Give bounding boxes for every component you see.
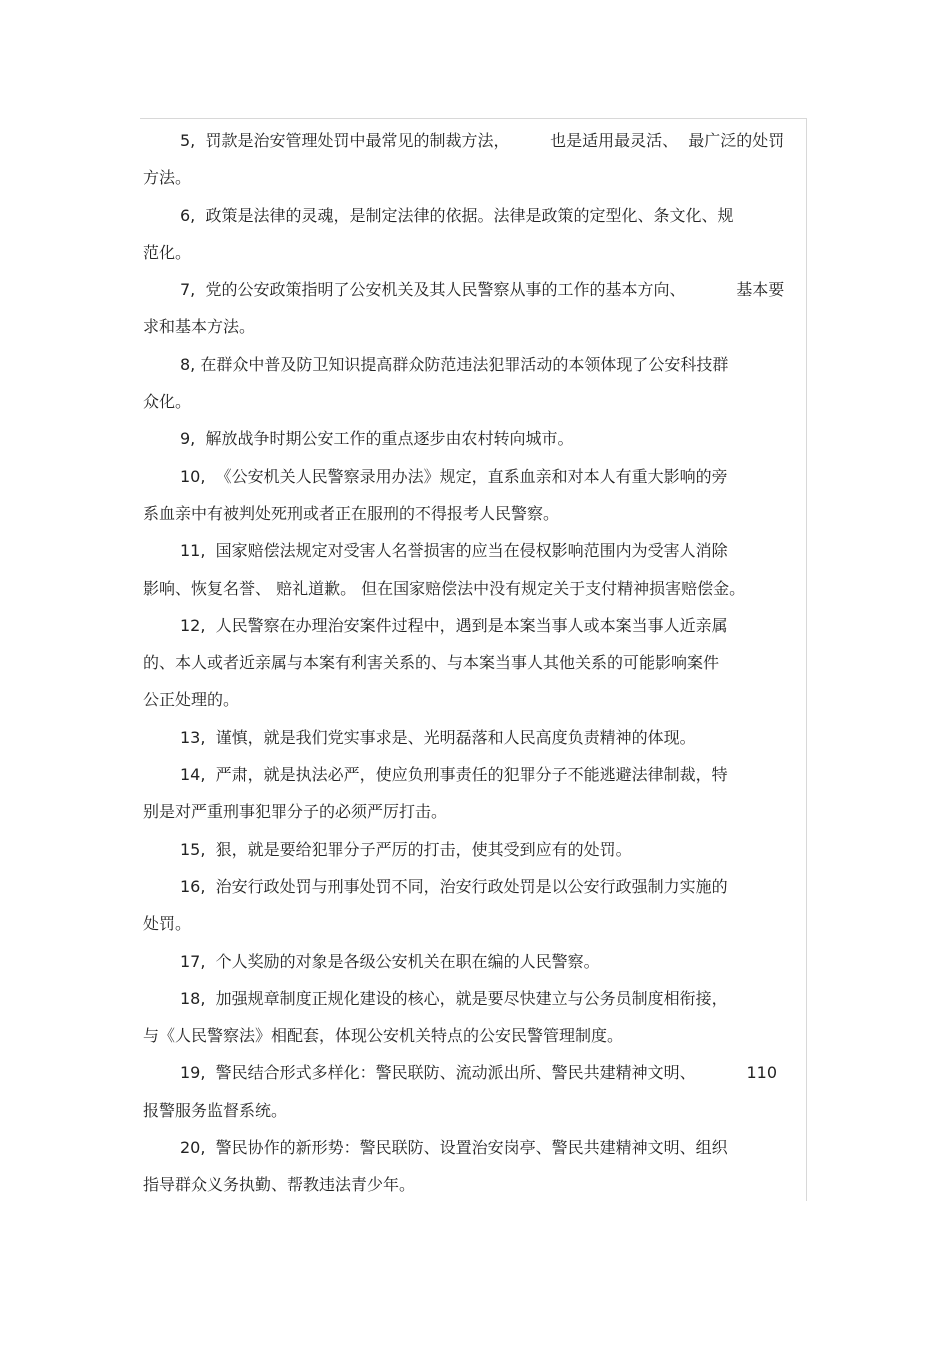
paragraph-line: 9, 解放战争时期公安工作的重点逐步由农村转向城市。 (180, 429, 574, 449)
paragraph-line: 7, 党的公安政策指明了公安机关及其人民警察从事的工作的基本方向、 基本要 (180, 280, 785, 300)
paragraph-line: 公正处理的。 (143, 690, 240, 710)
paragraph-line: 与《人民警察法》相配套，体现公安机关特点的公安民警管理制度。 (143, 1026, 624, 1046)
paragraph-line: 10, 《公安机关人民警察录用办法》规定，直系血亲和对本人有重大影响的旁 (180, 466, 728, 486)
paragraph-6 (143, 197, 808, 272)
paragraph-19 (143, 1054, 808, 1129)
paragraph-7 (143, 271, 808, 346)
paragraph-line: 19, 警民结合形式多样化：警民联防、流动派出所、警民共建精神文明、 110 (180, 1063, 778, 1083)
paragraph-line: 方法。 (143, 168, 192, 188)
paragraph-20 (143, 1129, 808, 1204)
paragraph-line: 的、本人或者近亲属与本案有利害关系的、与本案当事人其他关系的可能影响案件 (143, 653, 720, 673)
paragraph-line: 众化。 (143, 392, 192, 412)
paragraph-line: 11, 国家赔偿法规定对受害人名誉损害的应当在侵权影响范围内为受害人消除 (180, 541, 728, 561)
paragraph-line: 指导群众义务执勤、帮教违法青少年。 (143, 1175, 416, 1195)
paragraph-line: 5, 罚款是治安管理处罚中最常见的制裁方法， 也是适用最灵活、 最广泛的处罚 (180, 131, 785, 150)
paragraph-18 (143, 980, 808, 1055)
paragraph-15 (143, 831, 808, 868)
paragraph-9 (143, 420, 808, 457)
paragraph-line: 17, 个人奖励的对象是各级公安机关在职在编的人民警察。 (180, 951, 600, 971)
paragraph-line: 14, 严肃，就是执法必严，使应负刑事责任的犯罪分子不能逃避法律制裁，特 (180, 765, 728, 785)
paragraph-13 (143, 719, 808, 756)
paragraph-line: 系血亲中有被判处死刑或者正在服刑的不得报考人民警察。 (143, 503, 560, 523)
paragraph-5 (143, 122, 808, 197)
paragraph-line: 6, 政策是法律的灵魂，是制定法律的依据。法律是政策的定型化、条文化、规 (180, 205, 734, 225)
paragraph-line: 处罚。 (143, 914, 192, 934)
paragraph-line: 报警服务监督系统。 (143, 1100, 288, 1120)
document-body (143, 122, 808, 1204)
paragraph-line: 18, 加强规章制度正规化建设的核心，就是要尽快建立与公务员制度相衔接， (180, 988, 728, 1008)
paragraph-11 (143, 532, 808, 607)
paragraph-line: 别是对严重刑事犯罪分子的必须严厉打击。 (143, 802, 448, 822)
paragraph-14 (143, 756, 808, 831)
paragraph-8 (143, 346, 808, 421)
paragraph-line: 20, 警民协作的新形势：警民联防、设置治安岗亭、警民共建精神文明、组织 (180, 1138, 728, 1158)
paragraph-line: 15, 狠，就是要给犯罪分子严厉的打击，使其受到应有的处罚。 (180, 839, 632, 859)
paragraph-10 (143, 458, 808, 533)
paragraph-line: 13, 谨慎，就是我们党实事求是、光明磊落和人民高度负责精神的体现。 (180, 727, 696, 747)
paragraph-line: 8, 在群众中普及防卫知识提高群众防范违法犯罪活动的本领体现了公安科技群 (180, 354, 729, 374)
paragraph-17 (143, 943, 808, 980)
paragraph-12 (143, 607, 808, 719)
paragraph-line: 16, 治安行政处罚与刑事处罚不同，治安行政处罚是以公安行政强制力实施的 (180, 876, 728, 896)
paragraph-line: 求和基本方法。 (143, 317, 256, 337)
paragraph-line: 影响、恢复名誉、 赔礼道歉。 但在国家赔偿法中没有规定关于支付精神损害赔偿金。 (143, 578, 746, 598)
paragraph-line: 范化。 (143, 242, 192, 262)
paragraph-line: 12, 人民警察在办理治安案件过程中，遇到是本案当事人或本案当事人近亲属 (180, 615, 728, 635)
paragraph-16 (143, 868, 808, 943)
